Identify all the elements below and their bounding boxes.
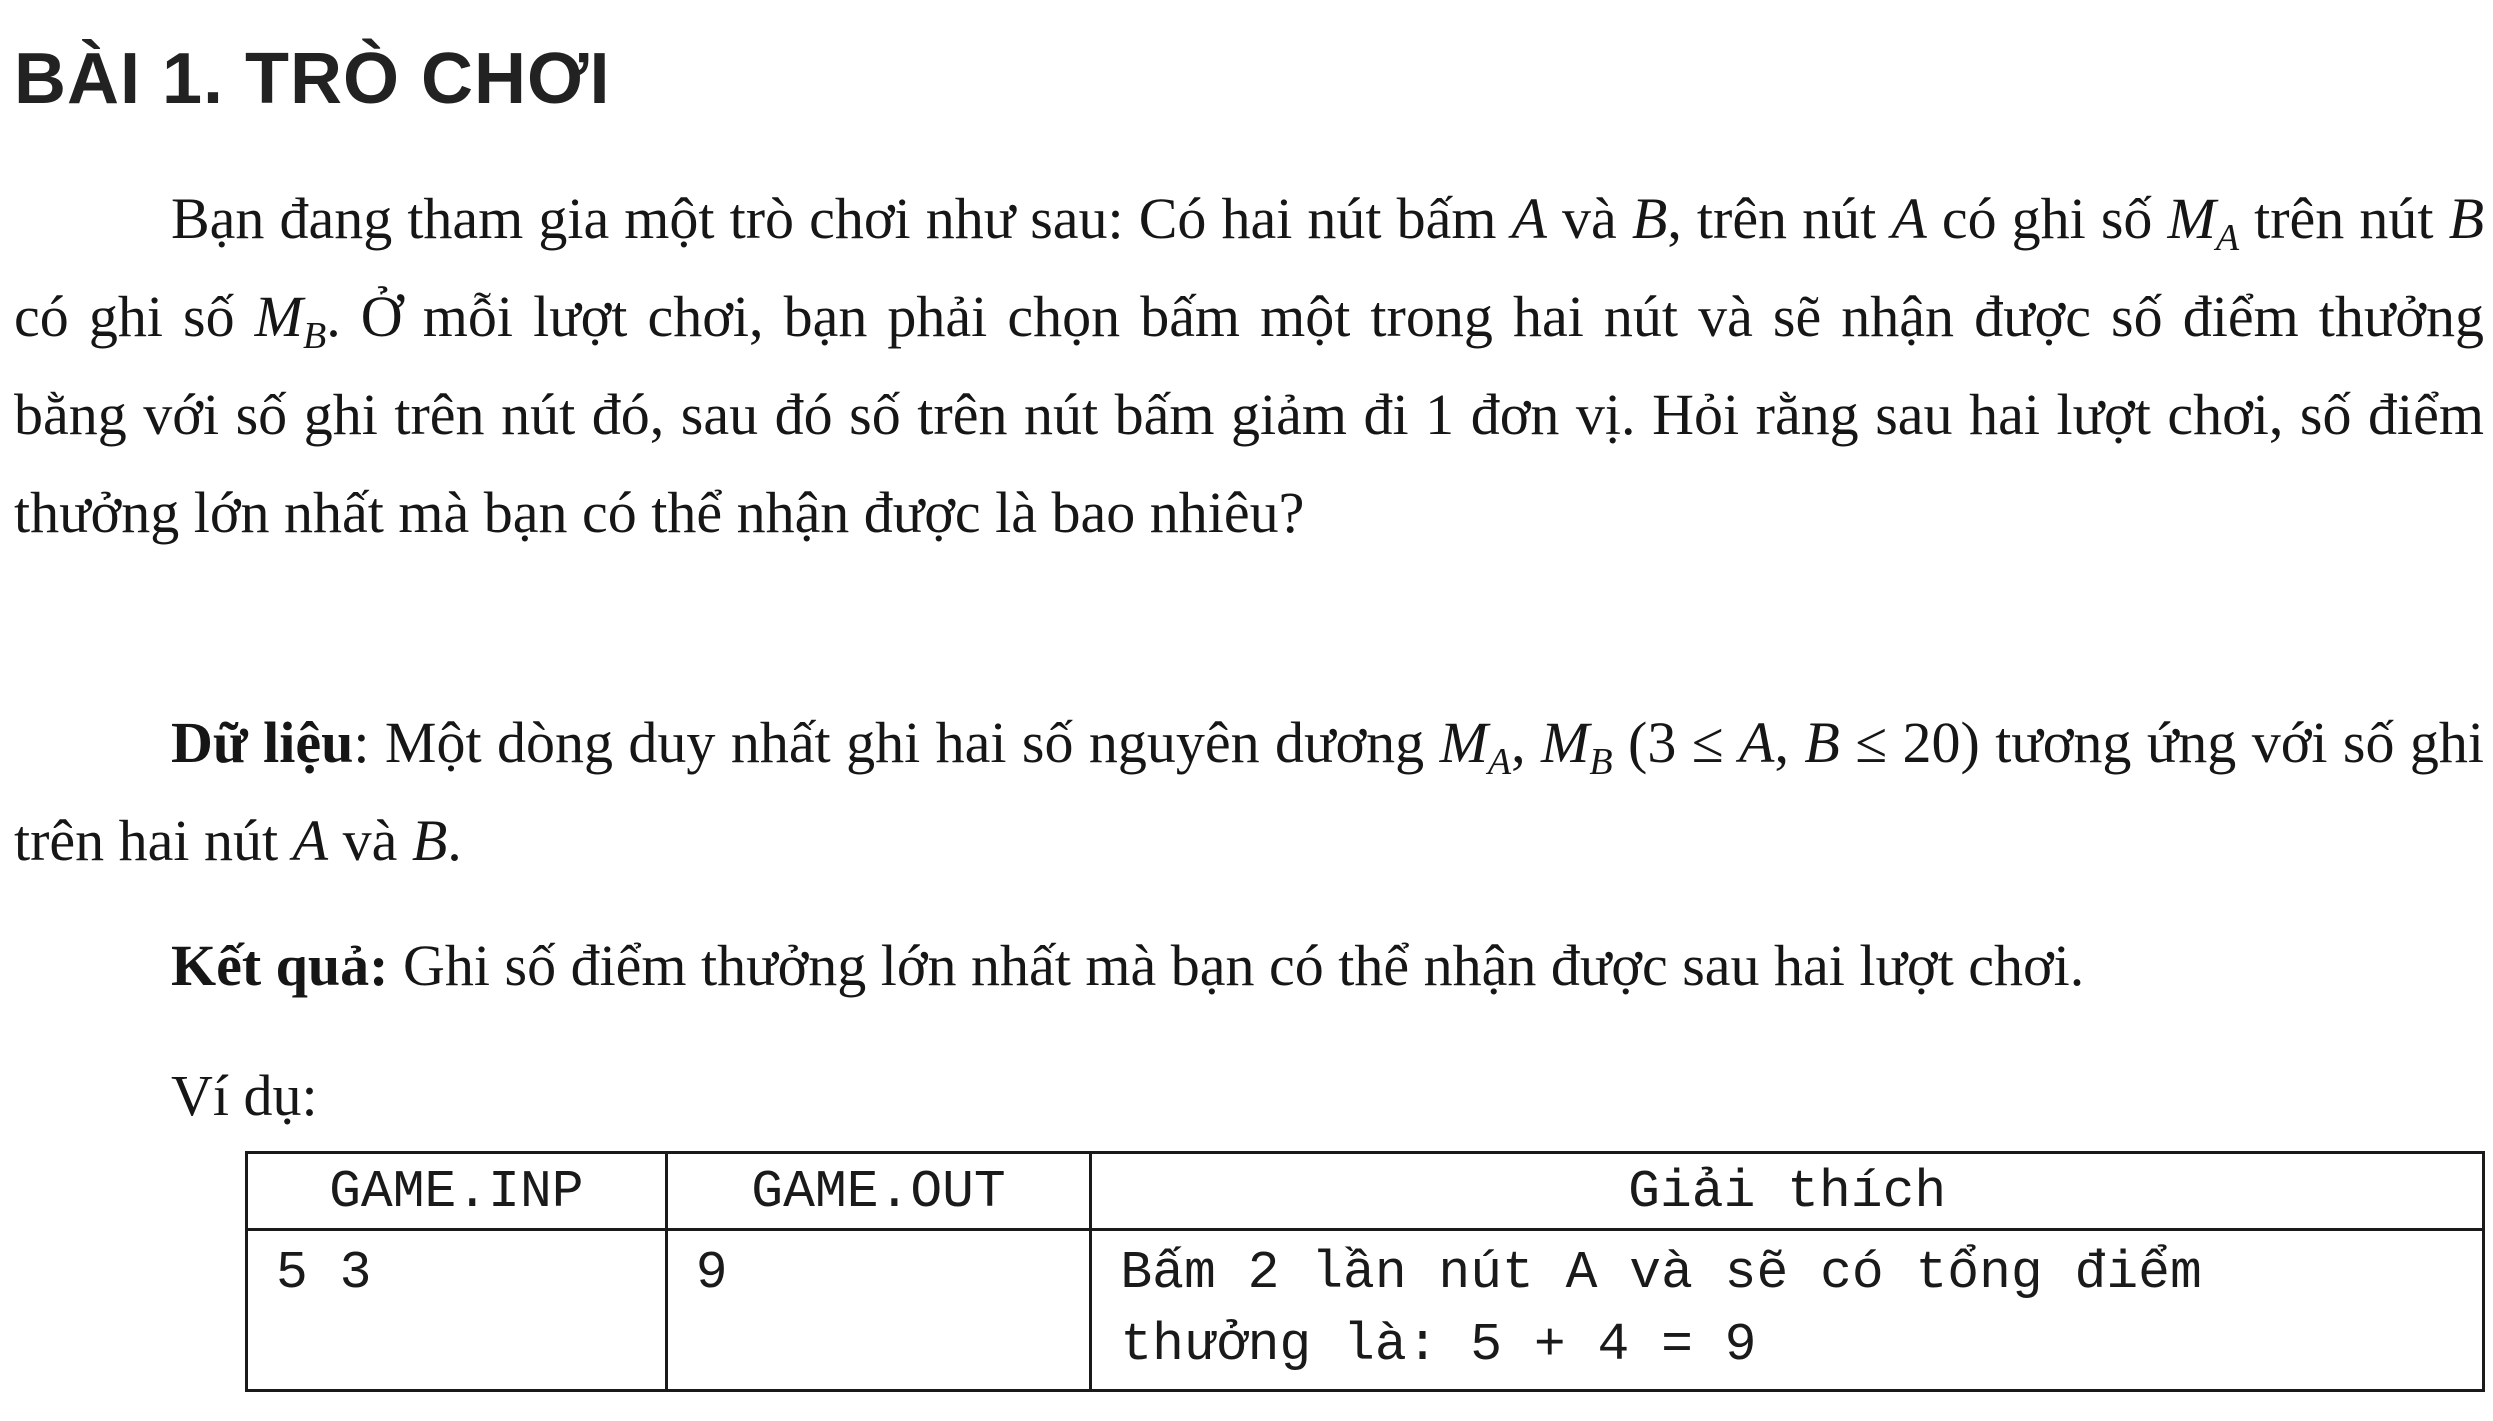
- math-subscript: B: [303, 315, 327, 357]
- text-run: (3 ≤: [1612, 710, 1739, 775]
- text-run: trên nút: [2239, 186, 2449, 251]
- output-label: Kết quả:: [171, 933, 389, 998]
- explanation-line: Bấm 2 lần nút A và sẽ có tổng điểm: [1120, 1243, 2202, 1303]
- cell-output: 9: [666, 1230, 1091, 1391]
- example-label: Ví dụ:: [171, 1063, 318, 1128]
- math-var: A: [292, 808, 329, 873]
- text-run: : Một dòng duy nhất ghi hai số nguyên dương: [353, 710, 1440, 775]
- text-run: Bạn đang tham gia một trò chơi như sau: Có hai nút bấm: [171, 186, 1512, 251]
- math-subscript: A: [2215, 217, 2240, 259]
- header-game-out: GAME.OUT: [666, 1153, 1091, 1230]
- text-run: ≤ 20) tương ứng với số ghi trên hai nút: [14, 710, 2484, 873]
- text-run: ,: [1774, 710, 1805, 775]
- math-var: B: [2448, 186, 2484, 251]
- text-run: , trên nút: [1667, 186, 1892, 251]
- math-var: B: [1631, 186, 1668, 251]
- text-run: .: [447, 808, 462, 873]
- math-var: A: [1891, 186, 1927, 251]
- cell-input: 5 3: [247, 1230, 667, 1391]
- cell-explanation: [1091, 1230, 2484, 1391]
- text-run: ,: [1511, 710, 1542, 775]
- input-spec: [14, 694, 2484, 890]
- text-run: và: [328, 808, 412, 873]
- explanation-line: thưởng là: 5 + 4 = 9: [1120, 1315, 1757, 1375]
- header-explanation: Giải thích: [1091, 1153, 2484, 1230]
- text-run: . Ở mỗi lượt chơi, bạn phải chọn bấm một trong hai nút và sẽ nhận được số điểm thưởng bằng với số ghi trên nút đó, sau đó số trên nút bấm giảm đi 1 đơn vị. Hỏi rằng sau hai lượt chơi, số điểm thưởng lớn nhất mà bạn có thể nhận được là bao nhiêu?: [14, 284, 2484, 545]
- math-var: M: [1439, 710, 1488, 775]
- problem-description: [14, 170, 2484, 562]
- math-var: M: [1541, 710, 1590, 775]
- text-run: có ghi số: [14, 284, 255, 349]
- table-header-row: [247, 1153, 2484, 1230]
- example-table: [245, 1151, 2485, 1392]
- math-subscript: B: [1589, 741, 1613, 783]
- math-subscript: A: [1487, 741, 1512, 783]
- math-var: M: [2167, 186, 2216, 251]
- text-run: và: [1546, 186, 1632, 251]
- input-label: Dữ liệu: [171, 710, 354, 775]
- math-var: A: [1511, 186, 1547, 251]
- problem-title: BÀI 1. TRÒ CHƠI: [14, 39, 611, 119]
- math-var: M: [254, 284, 303, 349]
- text-run: Ghi số điểm thưởng lớn nhất mà bạn có thể nhận được sau hai lượt chơi.: [388, 933, 2085, 998]
- math-var: A: [1739, 710, 1775, 775]
- math-var: B: [1804, 710, 1840, 775]
- math-var: B: [411, 808, 448, 873]
- header-game-inp: GAME.INP: [247, 1153, 667, 1230]
- text-run: có ghi số: [1926, 186, 2168, 251]
- output-spec: [14, 917, 2484, 1015]
- table-row: [247, 1230, 2484, 1391]
